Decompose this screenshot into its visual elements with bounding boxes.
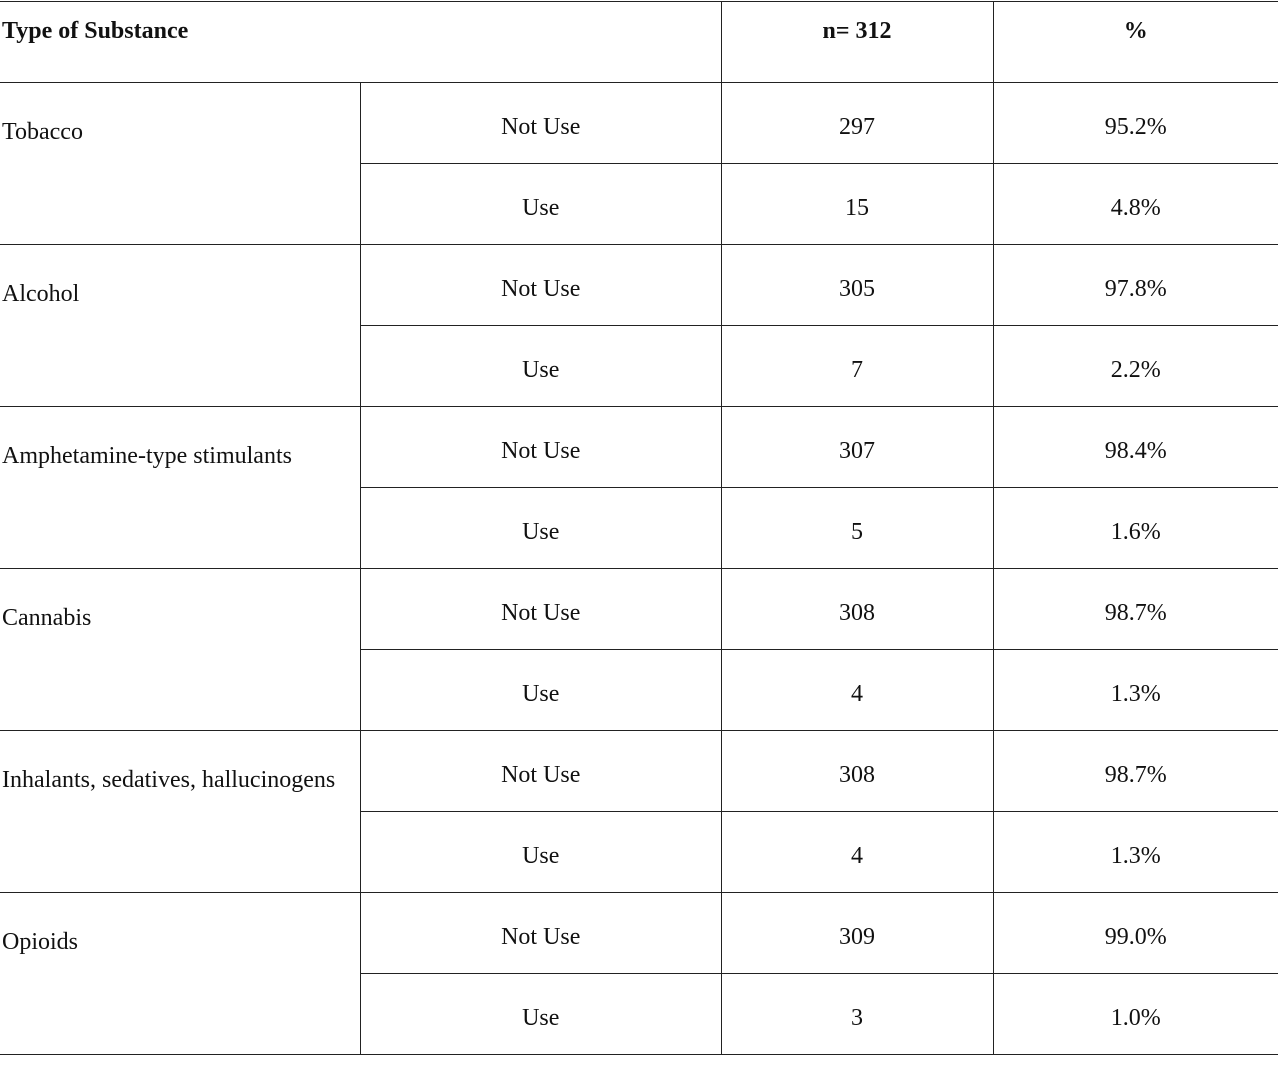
header-row (0, 2, 1278, 83)
count-cell: 5 (721, 488, 993, 569)
table-row (0, 893, 1278, 974)
percent-cell: 98.7% (993, 731, 1278, 812)
count-cell: 3 (721, 974, 993, 1055)
percent-cell: 97.8% (993, 245, 1278, 326)
count-cell: 4 (721, 812, 993, 893)
status-cell: Use (361, 164, 722, 245)
status-cell: Use (361, 974, 722, 1055)
percent-cell: 98.7% (993, 569, 1278, 650)
count-cell: 15 (721, 164, 993, 245)
substance-name: Tobacco (0, 83, 361, 245)
percent-cell: 1.6% (993, 488, 1278, 569)
table-row (0, 245, 1278, 326)
count-cell: 7 (721, 326, 993, 407)
substance-name: Cannabis (0, 569, 361, 731)
percent-cell: 1.3% (993, 812, 1278, 893)
status-cell: Use (361, 812, 722, 893)
percent-cell: 95.2% (993, 83, 1278, 164)
percent-cell: 99.0% (993, 893, 1278, 974)
status-cell: Use (361, 650, 722, 731)
count-cell: 307 (721, 407, 993, 488)
percent-cell: 2.2% (993, 326, 1278, 407)
table-row (0, 731, 1278, 812)
status-cell: Not Use (361, 569, 722, 650)
substance-use-table (0, 1, 1278, 1055)
substance-name: Opioids (0, 893, 361, 1055)
status-cell: Not Use (361, 407, 722, 488)
status-cell: Not Use (361, 731, 722, 812)
status-cell: Use (361, 488, 722, 569)
substance-name: Inhalants, sedatives, hallucinogens (0, 731, 361, 893)
percent-cell: 4.8% (993, 164, 1278, 245)
count-cell: 4 (721, 650, 993, 731)
percent-cell: 1.0% (993, 974, 1278, 1055)
count-cell: 308 (721, 731, 993, 812)
header-type-of-substance: Type of Substance (0, 2, 721, 83)
header-percent: % (993, 2, 1278, 83)
count-cell: 309 (721, 893, 993, 974)
substance-name: Amphetamine-type stimulants (0, 407, 361, 569)
table-row (0, 569, 1278, 650)
count-cell: 308 (721, 569, 993, 650)
status-cell: Use (361, 326, 722, 407)
status-cell: Not Use (361, 83, 722, 164)
count-cell: 305 (721, 245, 993, 326)
header-n: n= 312 (721, 2, 993, 83)
substance-name: Alcohol (0, 245, 361, 407)
count-cell: 297 (721, 83, 993, 164)
table-row (0, 407, 1278, 488)
percent-cell: 1.3% (993, 650, 1278, 731)
status-cell: Not Use (361, 893, 722, 974)
table-row (0, 83, 1278, 164)
percent-cell: 98.4% (993, 407, 1278, 488)
status-cell: Not Use (361, 245, 722, 326)
